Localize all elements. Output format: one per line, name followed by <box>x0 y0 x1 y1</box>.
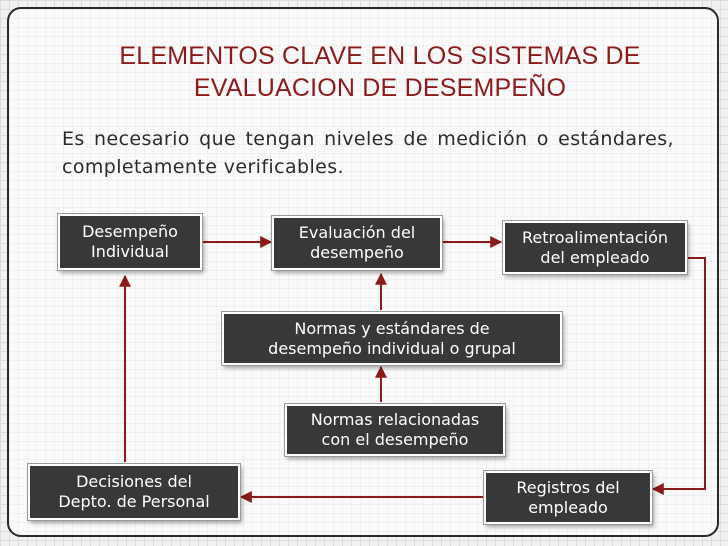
title-line-1: ELEMENTOS CLAVE EN LOS SISTEMAS DE <box>119 42 641 70</box>
box-text: Normas relacionadas <box>310 410 480 429</box>
box-normas-estandares <box>222 312 562 365</box>
box-decisiones <box>28 464 240 520</box>
box-text: Registros del <box>516 477 620 497</box>
box-text: Individual <box>91 242 169 261</box>
box-text: desempeño <box>310 243 404 262</box>
body-text: Es necesario que tengan niveles de medición o estándares, completamente verificables. <box>62 128 674 178</box>
box-text: Decisiones del <box>76 472 192 491</box>
box-retroalimentacion <box>503 221 687 274</box>
box-text: empleado <box>528 497 608 517</box>
box-registros <box>484 471 652 524</box>
box-text: Evaluación del <box>298 223 416 242</box>
box-desempeno-individual <box>58 214 202 270</box>
box-normas-relacionadas <box>285 404 505 456</box>
box-text: Normas y estándares de <box>294 318 490 338</box>
box-text: del empleado <box>540 247 650 267</box>
box-text: Desempeño <box>82 222 178 241</box>
box-text: con el desempeño <box>321 430 469 449</box>
box-text: Retroalimentación <box>521 227 669 247</box>
box-text: Depto. de Personal <box>58 492 210 511</box>
box-evaluacion-desempeno <box>272 216 442 270</box>
arrow-retroalimentacion-to-registros <box>653 258 705 489</box>
box-text: desempeño individual o grupal <box>268 338 516 358</box>
title-line-2: EVALUACION DE DESEMPEÑO <box>193 74 567 102</box>
